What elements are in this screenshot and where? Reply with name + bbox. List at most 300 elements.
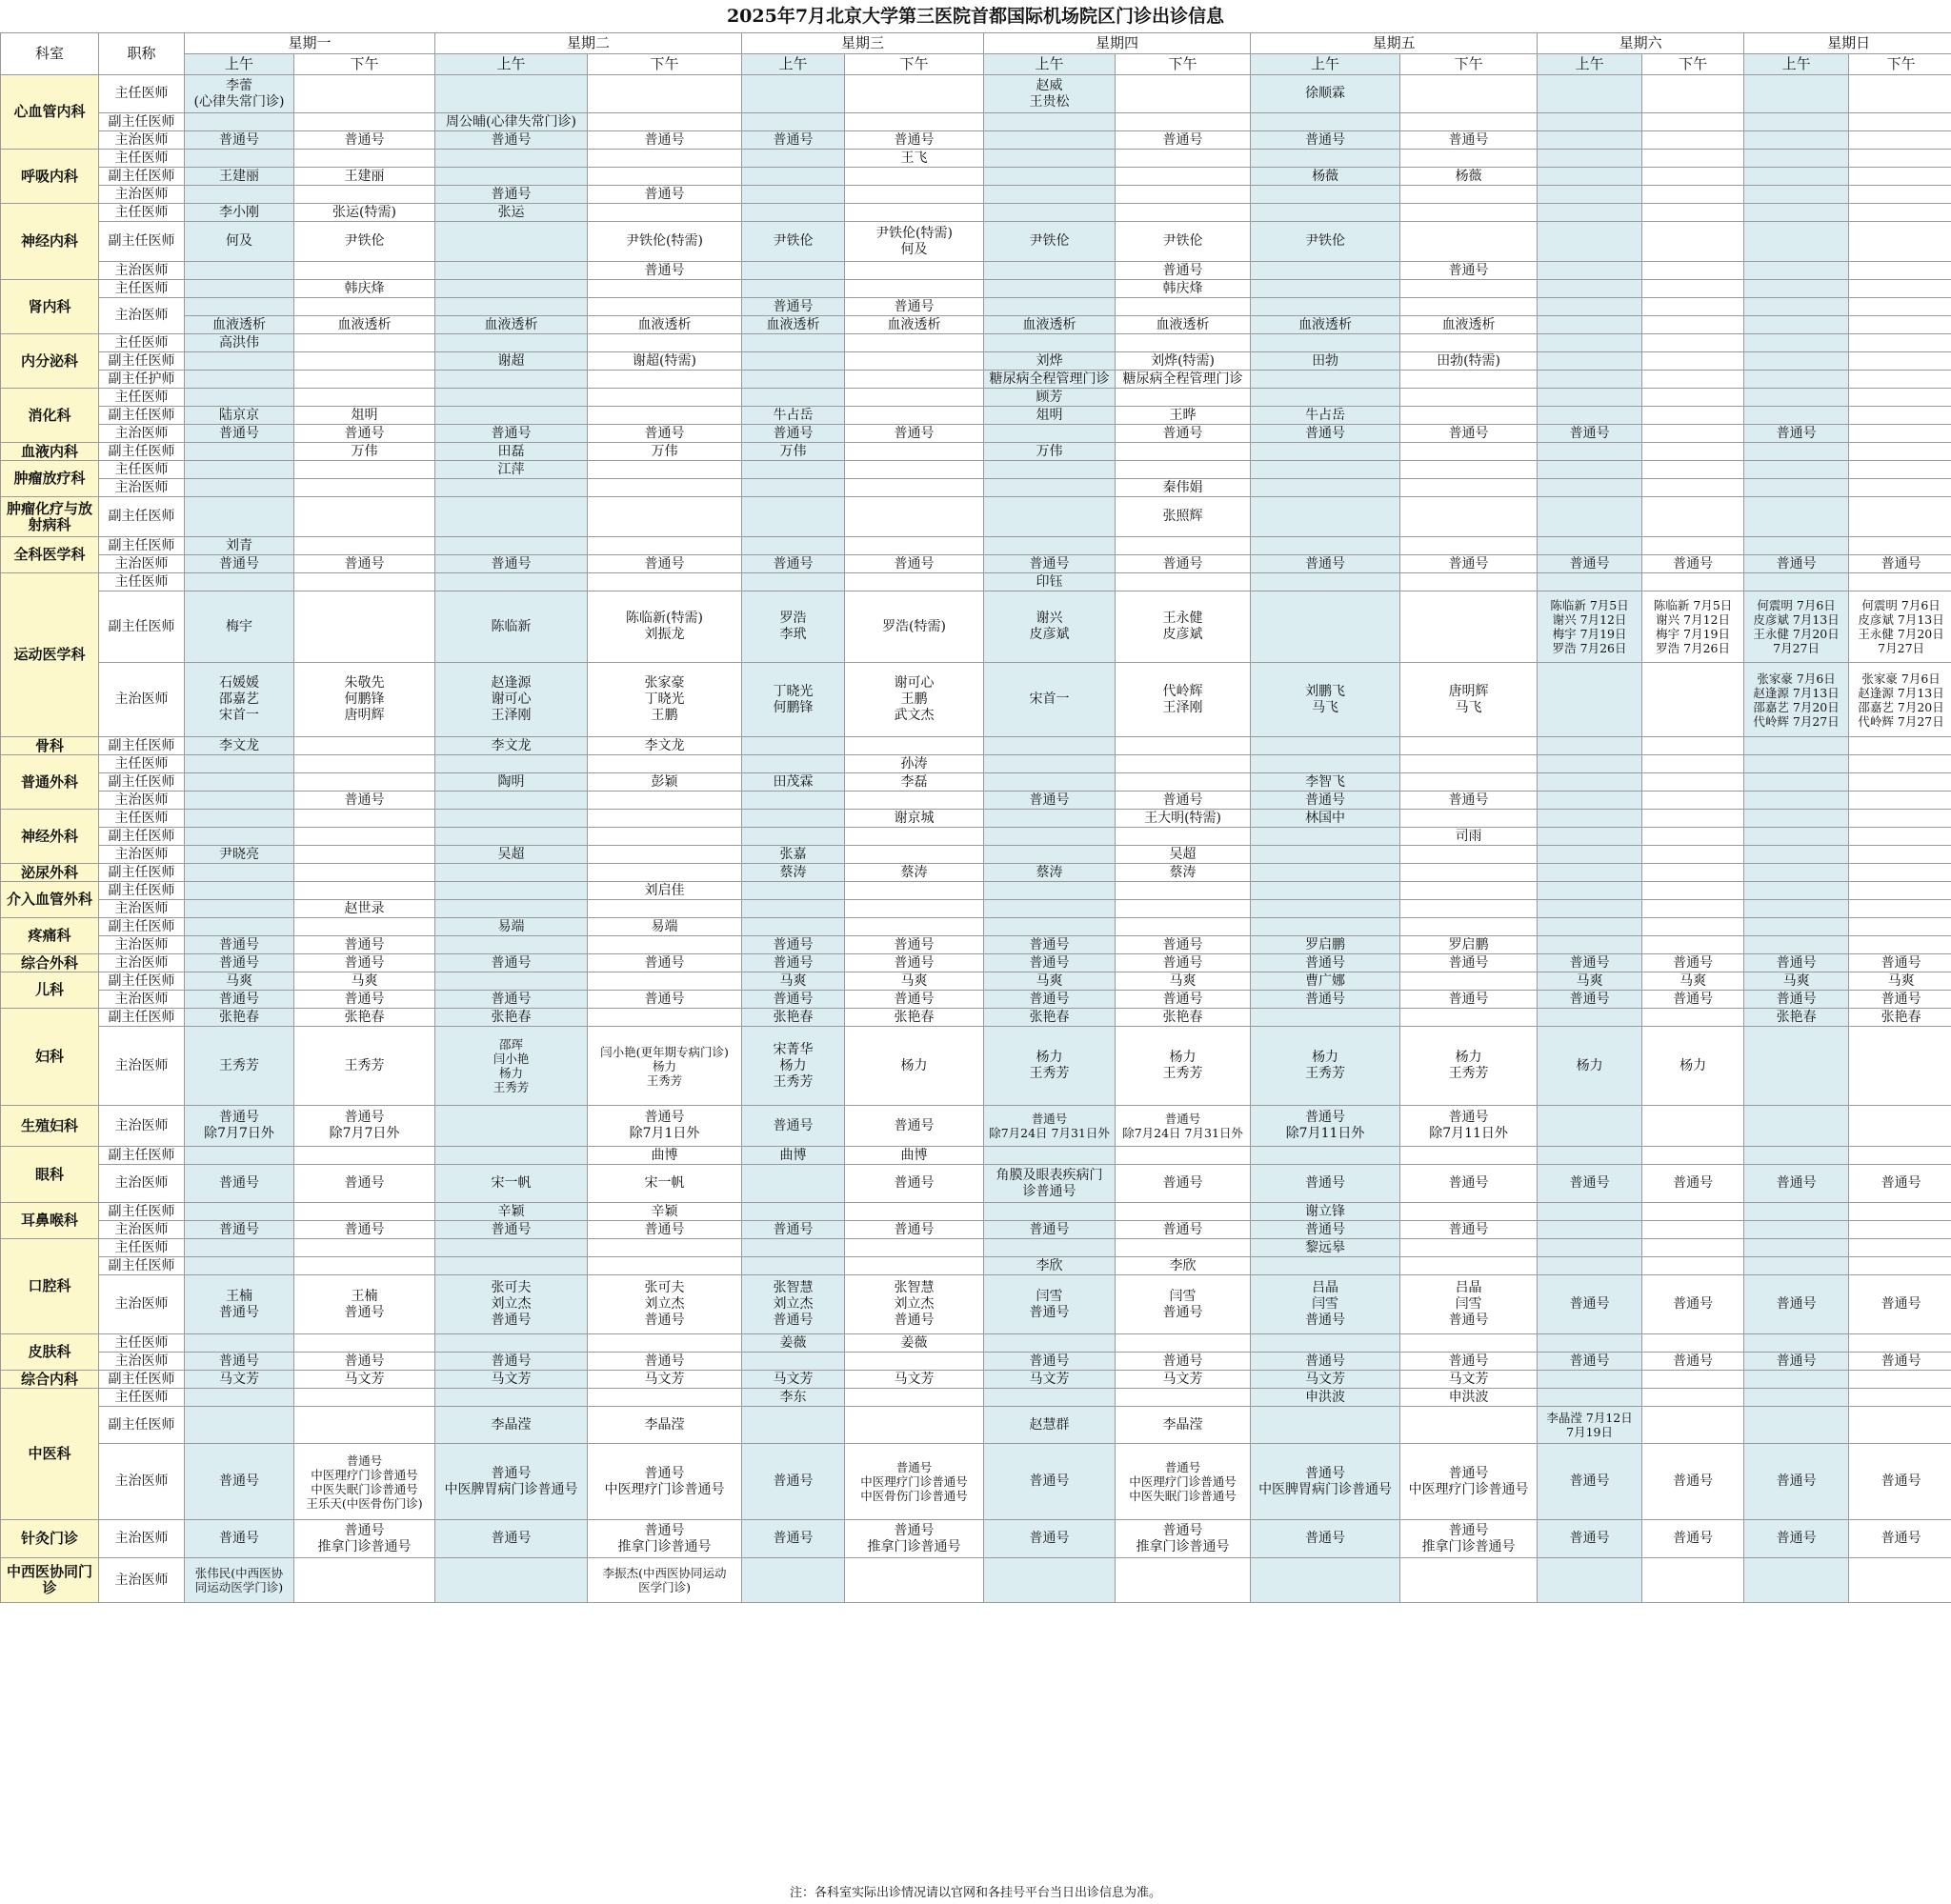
schedule-cell: 秦伟娟: [1116, 479, 1251, 497]
schedule-cell: 普通号 推拿门诊普通号: [1116, 1520, 1251, 1558]
schedule-cell: [1744, 371, 1849, 389]
schedule-cell: [1116, 168, 1251, 186]
schedule-cell: [742, 1165, 845, 1203]
schedule-cell: [294, 846, 435, 864]
schedule-cell: [1400, 900, 1538, 918]
doctor-rank: 主任医师: [99, 573, 185, 591]
schedule-cell: [185, 262, 294, 280]
schedule-cell: [845, 573, 984, 591]
schedule-cell: [1744, 389, 1849, 407]
schedule-cell: 张照辉: [1116, 497, 1251, 537]
department-name: 神经内科: [1, 204, 99, 280]
schedule-cell: [845, 371, 984, 389]
schedule-cell: [588, 1257, 742, 1275]
schedule-cell: [1642, 792, 1744, 810]
schedule-cell: 李振杰(中西医协同运动 医学门诊): [588, 1558, 742, 1603]
schedule-cell: [1538, 810, 1642, 828]
schedule-cell: 王永健 皮彦斌: [1116, 591, 1251, 663]
schedule-cell: 李文龙: [588, 737, 742, 755]
schedule-cell: [845, 1407, 984, 1444]
table-row: [1, 443, 1951, 461]
schedule-cell: 普通号: [845, 954, 984, 972]
schedule-cell: 普通号: [1116, 131, 1251, 150]
doctor-rank: 主治医师: [99, 663, 185, 737]
table-row: [1, 663, 1951, 737]
schedule-cell: 张艳春: [435, 1009, 588, 1027]
schedule-cell: [845, 352, 984, 371]
schedule-cell: 申洪波: [1251, 1389, 1400, 1407]
schedule-cell: 闫小艳(更年期专病门诊) 杨力 王秀芳: [588, 1027, 742, 1106]
table-row: [1, 407, 1951, 425]
schedule-cell: [294, 262, 435, 280]
doctor-rank: 主任医师: [99, 204, 185, 222]
department-name: 消化科: [1, 389, 99, 443]
schedule-cell: [1744, 1221, 1849, 1239]
schedule-cell: [1400, 737, 1538, 755]
schedule-cell: [185, 389, 294, 407]
schedule-cell: [1849, 168, 1951, 186]
schedule-cell: [1849, 1334, 1951, 1353]
schedule-cell: [185, 150, 294, 168]
schedule-cell: 普通号: [435, 991, 588, 1009]
schedule-cell: [984, 810, 1116, 828]
schedule-cell: [1642, 1239, 1744, 1257]
schedule-cell: 马爽: [1116, 972, 1251, 991]
schedule-cell: [984, 828, 1116, 846]
schedule-cell: [1400, 443, 1538, 461]
schedule-cell: [1400, 1147, 1538, 1165]
schedule-cell: 普通号: [984, 555, 1116, 573]
schedule-cell: [1642, 425, 1744, 443]
schedule-cell: 马文芳: [845, 1371, 984, 1389]
schedule-cell: [1642, 222, 1744, 262]
schedule-cell: [1642, 663, 1744, 737]
schedule-cell: 陈临新: [435, 591, 588, 663]
department-name: 肿瘤化疗与放射病科: [1, 497, 99, 537]
schedule-cell: [1400, 882, 1538, 900]
schedule-cell: [1538, 298, 1642, 316]
table-row: [1, 461, 1951, 479]
schedule-cell: [1116, 900, 1251, 918]
schedule-cell: [1642, 828, 1744, 846]
schedule-cell: 辛颖: [435, 1203, 588, 1221]
schedule-cell: [588, 204, 742, 222]
table-row: [1, 298, 1951, 316]
schedule-cell: 血液透析: [845, 316, 984, 334]
schedule-cell: [984, 773, 1116, 792]
schedule-cell: [1538, 846, 1642, 864]
schedule-cell: [1642, 443, 1744, 461]
schedule-cell: [1744, 352, 1849, 371]
schedule-cell: [588, 389, 742, 407]
schedule-cell: [588, 936, 742, 954]
schedule-cell: [1642, 150, 1744, 168]
table-row: [1, 918, 1951, 936]
table-row: [1, 1221, 1951, 1239]
schedule-cell: 张伟民(中西医协 同运动医学门诊): [185, 1558, 294, 1603]
schedule-cell: [1744, 222, 1849, 262]
schedule-cell: 何及: [185, 222, 294, 262]
schedule-cell: 张智慧 刘立杰 普通号: [742, 1275, 845, 1334]
schedule-cell: [1538, 131, 1642, 150]
schedule-cell: 张艳春: [742, 1009, 845, 1027]
doctor-rank: 主任医师: [99, 1334, 185, 1353]
schedule-cell: [1744, 443, 1849, 461]
schedule-cell: 张艳春: [185, 1009, 294, 1027]
schedule-cell: 普通号: [1849, 1275, 1951, 1334]
schedule-cell: 普通号: [1116, 425, 1251, 443]
schedule-cell: [1744, 262, 1849, 280]
department-name: 肿瘤放疗科: [1, 461, 99, 497]
schedule-cell: 吕晶 闫雪 普通号: [1400, 1275, 1538, 1334]
schedule-cell: 普通号: [845, 298, 984, 316]
schedule-cell: 尹铁伦(特需) 何及: [845, 222, 984, 262]
schedule-cell: [742, 573, 845, 591]
schedule-cell: 普通号: [1251, 1221, 1400, 1239]
schedule-cell: 赵慧群: [984, 1407, 1116, 1444]
schedule-cell: 普通号: [1400, 1165, 1538, 1203]
doctor-rank: 副主任医师: [99, 828, 185, 846]
schedule-cell: 马爽: [845, 972, 984, 991]
schedule-cell: 杨力: [1538, 1027, 1642, 1106]
schedule-cell: [1400, 371, 1538, 389]
schedule-cell: 血液透析: [435, 316, 588, 334]
doctor-rank: 主治医师: [99, 1353, 185, 1371]
schedule-cell: [984, 737, 1116, 755]
schedule-cell: [742, 461, 845, 479]
schedule-cell: 赵逢源 谢可心 王泽刚: [435, 663, 588, 737]
schedule-cell: [294, 918, 435, 936]
schedule-cell: [185, 773, 294, 792]
table-row: [1, 591, 1951, 663]
schedule-cell: 普通号: [185, 555, 294, 573]
schedule-cell: [742, 262, 845, 280]
schedule-cell: 俎明: [294, 407, 435, 425]
schedule-cell: [185, 280, 294, 298]
schedule-cell: [1538, 262, 1642, 280]
department-name: 运动医学科: [1, 573, 99, 737]
schedule-cell: [742, 1407, 845, 1444]
schedule-cell: [742, 280, 845, 298]
schedule-cell: 普通号: [435, 425, 588, 443]
schedule-cell: [435, 479, 588, 497]
schedule-cell: 刘烨(特需): [1116, 352, 1251, 371]
schedule-cell: [1642, 479, 1744, 497]
table-row: [1, 792, 1951, 810]
schedule-cell: [845, 280, 984, 298]
schedule-cell: 普通号: [1849, 954, 1951, 972]
schedule-cell: [588, 755, 742, 773]
doctor-rank: 副主任医师: [99, 352, 185, 371]
schedule-cell: [845, 537, 984, 555]
schedule-cell: 普通号: [1642, 1165, 1744, 1203]
schedule-cell: [1538, 737, 1642, 755]
department-name: 耳鼻喉科: [1, 1203, 99, 1239]
schedule-cell: 杨力 王秀芳: [1400, 1027, 1538, 1106]
schedule-cell: [1849, 1407, 1951, 1444]
schedule-cell: 张艳春: [294, 1009, 435, 1027]
schedule-cell: [435, 882, 588, 900]
table-row: [1, 737, 1951, 755]
table-row: [1, 755, 1951, 773]
schedule-cell: 普通号: [185, 936, 294, 954]
schedule-cell: [1744, 755, 1849, 773]
table-header: [1, 33, 1951, 75]
schedule-cell: 普通号: [1744, 1520, 1849, 1558]
schedule-cell: [1849, 1147, 1951, 1165]
department-name: 全科医学科: [1, 537, 99, 573]
schedule-cell: [984, 1147, 1116, 1165]
schedule-cell: [1642, 882, 1744, 900]
schedule-cell: [1642, 1334, 1744, 1353]
schedule-cell: [742, 755, 845, 773]
schedule-cell: 李小刚: [185, 204, 294, 222]
schedule-cell: 吴超: [1116, 846, 1251, 864]
schedule-cell: [1642, 407, 1744, 425]
schedule-cell: [1642, 352, 1744, 371]
schedule-cell: [1400, 389, 1538, 407]
table-row: [1, 900, 1951, 918]
schedule-cell: 血液透析: [1400, 316, 1538, 334]
footnote: 注：各科室实际出诊情况请以官网和各挂号平台当日出诊信息为准。: [789, 1886, 1161, 1900]
schedule-cell: 普通号: [1642, 1520, 1744, 1558]
schedule-cell: 普通号: [435, 555, 588, 573]
schedule-cell: [1400, 298, 1538, 316]
doctor-rank: 主治医师: [99, 936, 185, 954]
schedule-cell: [1642, 389, 1744, 407]
schedule-cell: [1538, 204, 1642, 222]
table-row: [1, 1353, 1951, 1371]
department-name: 心血管内科: [1, 75, 99, 150]
schedule-cell: 普通号: [1116, 792, 1251, 810]
table-row: [1, 972, 1951, 991]
schedule-cell: 普通号 中医脾胃病门诊普通号: [1251, 1444, 1400, 1520]
schedule-cell: [435, 1147, 588, 1165]
schedule-cell: [1538, 334, 1642, 352]
schedule-cell: 普通号: [185, 1353, 294, 1371]
schedule-cell: [1642, 461, 1744, 479]
table-row: [1, 846, 1951, 864]
schedule-cell: [1744, 1106, 1849, 1147]
schedule-cell: [1538, 479, 1642, 497]
table-row: [1, 991, 1951, 1009]
schedule-cell: [1744, 1389, 1849, 1407]
schedule-cell: [845, 407, 984, 425]
schedule-cell: [1849, 1389, 1951, 1407]
schedule-cell: [294, 882, 435, 900]
schedule-cell: [294, 75, 435, 113]
schedule-cell: [185, 828, 294, 846]
schedule-cell: 尹铁伦: [1116, 222, 1251, 262]
schedule-cell: 普通号: [845, 991, 984, 1009]
schedule-cell: 司雨: [1400, 828, 1538, 846]
schedule-cell: [845, 1203, 984, 1221]
department-name: 呼吸内科: [1, 150, 99, 204]
department-name: 针灸门诊: [1, 1520, 99, 1558]
schedule-cell: [1744, 1334, 1849, 1353]
schedule-cell: [1400, 479, 1538, 497]
schedule-cell: 普通号 中医理疗门诊普通号: [1400, 1444, 1538, 1520]
schedule-cell: 何震明 7月6日 皮彦斌 7月13日 王永健 7月20日 7月27日: [1849, 591, 1951, 663]
schedule-cell: [845, 113, 984, 131]
schedule-cell: [984, 1558, 1116, 1603]
schedule-cell: [1849, 1239, 1951, 1257]
schedule-cell: [588, 537, 742, 555]
doctor-rank: 副主任医师: [99, 168, 185, 186]
schedule-cell: 宋一帆: [435, 1165, 588, 1203]
schedule-cell: [1538, 389, 1642, 407]
schedule-cell: [1849, 334, 1951, 352]
schedule-cell: [1744, 1203, 1849, 1221]
schedule-cell: [588, 298, 742, 316]
schedule-cell: 陈临新 7月5日 谢兴 7月12日 梅宇 7月19日 罗浩 7月26日: [1538, 591, 1642, 663]
doctor-rank: 主任医师: [99, 755, 185, 773]
schedule-cell: 普通号: [294, 936, 435, 954]
schedule-cell: [1538, 773, 1642, 792]
schedule-cell: 丁晓光 何鹏锋: [742, 663, 845, 737]
doctor-rank: 主治医师: [99, 425, 185, 443]
schedule-cell: 陶明: [435, 773, 588, 792]
schedule-cell: 田勃(特需): [1400, 352, 1538, 371]
table-row: [1, 316, 1951, 334]
table-row: [1, 425, 1951, 443]
schedule-cell: 尹铁伦(特需): [588, 222, 742, 262]
schedule-cell: 普通号: [845, 1106, 984, 1147]
schedule-cell: [1849, 131, 1951, 150]
schedule-cell: [845, 882, 984, 900]
schedule-cell: [1251, 334, 1400, 352]
schedule-cell: [1849, 573, 1951, 591]
schedule-cell: 普通号: [294, 991, 435, 1009]
schedule-cell: [1400, 461, 1538, 479]
schedule-cell: [1538, 113, 1642, 131]
schedule-cell: [588, 792, 742, 810]
schedule-cell: 普通号: [1744, 555, 1849, 573]
doctor-rank: 主治医师: [99, 1027, 185, 1106]
schedule-cell: 普通号: [1642, 555, 1744, 573]
schedule-cell: 普通号: [742, 1444, 845, 1520]
schedule-cell: [742, 1353, 845, 1371]
schedule-cell: [1400, 810, 1538, 828]
schedule-cell: [1251, 846, 1400, 864]
department-name: 儿科: [1, 972, 99, 1009]
schedule-cell: 刘青: [185, 537, 294, 555]
schedule-cell: 普通号: [1251, 1520, 1400, 1558]
doctor-rank: 副主任医师: [99, 918, 185, 936]
doctor-rank: 副主任医师: [99, 737, 185, 755]
schedule-cell: 普通号: [984, 991, 1116, 1009]
schedule-cell: 张家豪 丁晓光 王鹏: [588, 663, 742, 737]
schedule-cell: [588, 150, 742, 168]
schedule-cell: [435, 334, 588, 352]
schedule-cell: [1642, 168, 1744, 186]
doctor-rank: 副主任医师: [99, 1147, 185, 1165]
schedule-cell: 张家豪 7月6日 赵逢源 7月13日 邵嘉艺 7月20日 代岭辉 7月27日: [1744, 663, 1849, 737]
schedule-cell: [1849, 316, 1951, 334]
schedule-cell: 普通号: [1400, 1353, 1538, 1371]
schedule-cell: [1642, 497, 1744, 537]
schedule-cell: 尹铁伦: [294, 222, 435, 262]
table-row: [1, 773, 1951, 792]
schedule-cell: [435, 1239, 588, 1257]
schedule-cell: 普通号: [435, 1221, 588, 1239]
schedule-cell: 马文芳: [1251, 1371, 1400, 1389]
schedule-cell: 普通号: [1849, 555, 1951, 573]
schedule-cell: [984, 186, 1116, 204]
doctor-rank: 主任医师: [99, 334, 185, 352]
schedule-cell: [1642, 864, 1744, 882]
schedule-cell: 普通号: [1538, 954, 1642, 972]
schedule-cell: [742, 792, 845, 810]
schedule-cell: [1642, 1106, 1744, 1147]
schedule-cell: 普通号: [588, 555, 742, 573]
schedule-cell: 普通号: [435, 131, 588, 150]
schedule-cell: [1642, 810, 1744, 828]
table-row: [1, 280, 1951, 298]
schedule-cell: [1744, 131, 1849, 150]
schedule-cell: [588, 972, 742, 991]
schedule-cell: [435, 371, 588, 389]
table-row: [1, 497, 1951, 537]
schedule-cell: [1642, 113, 1744, 131]
schedule-cell: [1849, 425, 1951, 443]
table-row: [1, 75, 1951, 113]
schedule-cell: [845, 1558, 984, 1603]
schedule-cell: 谢立锋: [1251, 1203, 1400, 1221]
schedule-cell: 血液透析: [185, 316, 294, 334]
schedule-cell: [588, 461, 742, 479]
schedule-cell: 印钰: [984, 573, 1116, 591]
schedule-cell: 普通号 中医理疗门诊普通号 中医骨伤门诊普通号: [845, 1444, 984, 1520]
schedule-cell: [1538, 755, 1642, 773]
schedule-cell: [1744, 1407, 1849, 1444]
schedule-cell: 血液透析: [294, 316, 435, 334]
schedule-cell: [1642, 936, 1744, 954]
schedule-cell: 张艳春: [984, 1009, 1116, 1027]
schedule-cell: [185, 810, 294, 828]
schedule-cell: [742, 537, 845, 555]
doctor-rank: 副主任医师: [99, 864, 185, 882]
schedule-cell: [1849, 150, 1951, 168]
schedule-cell: 血液透析: [588, 316, 742, 334]
schedule-cell: 马爽: [185, 972, 294, 991]
table-row: [1, 222, 1951, 262]
schedule-cell: 马爽: [1744, 972, 1849, 991]
schedule-cell: [984, 918, 1116, 936]
schedule-cell: [1538, 75, 1642, 113]
schedule-cell: [435, 573, 588, 591]
schedule-cell: [1849, 1106, 1951, 1147]
schedule-cell: 普通号: [1400, 555, 1538, 573]
schedule-cell: 普通号: [294, 792, 435, 810]
schedule-cell: 顾芳: [984, 389, 1116, 407]
schedule-cell: [435, 972, 588, 991]
schedule-cell: 普通号: [588, 131, 742, 150]
schedule-cell: [1744, 828, 1849, 846]
table-row: [1, 1106, 1951, 1147]
schedule-cell: [1400, 864, 1538, 882]
table-row: [1, 1558, 1951, 1603]
table-row: [1, 204, 1951, 222]
schedule-cell: 牛占岳: [1251, 407, 1400, 425]
schedule-cell: [1849, 461, 1951, 479]
schedule-cell: 田勃: [1251, 352, 1400, 371]
schedule-cell: [294, 461, 435, 479]
schedule-cell: [588, 497, 742, 537]
schedule-cell: 马爽: [1538, 972, 1642, 991]
header-am: 上午: [435, 54, 588, 75]
schedule-cell: 普通号: [984, 1353, 1116, 1371]
